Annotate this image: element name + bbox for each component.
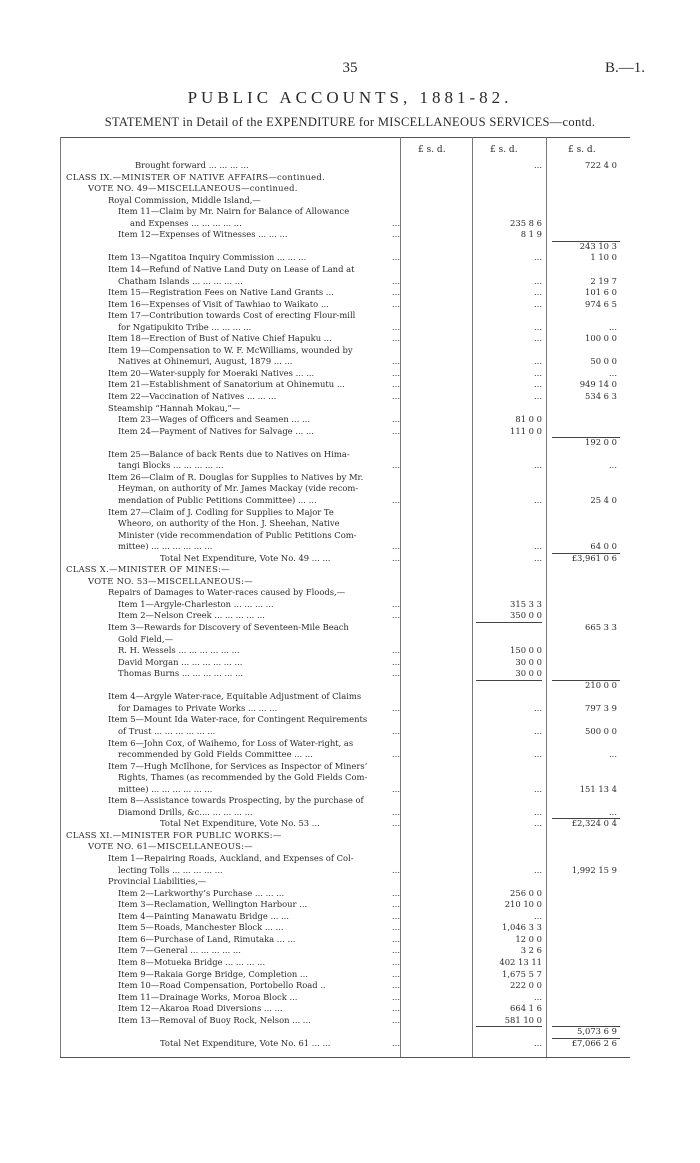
row-description: Minister (vide recommendation of Public Petitions Com- bbox=[118, 529, 357, 540]
table-row bbox=[0, 599, 700, 610]
row-description: David Morgan ... ... ... ... ... ... bbox=[118, 656, 243, 667]
amount-column-3: 50 0 0 bbox=[590, 356, 617, 367]
row-description: Item 11—Drainage Works, Moroa Block ... bbox=[118, 991, 298, 1002]
subtotal-rule bbox=[552, 437, 620, 438]
amount-column-1: ... bbox=[392, 494, 400, 505]
amount-column-1: ... bbox=[392, 541, 400, 552]
amount-column-3: 534 6 3 bbox=[585, 391, 617, 401]
subtotal-rule bbox=[476, 622, 542, 623]
row-description: mittee) ... ... ... ... ... ... bbox=[118, 783, 213, 794]
page-title: PUBLIC ACCOUNTS, 1881-82. bbox=[187, 88, 513, 107]
amount-column-3: 949 14 0 bbox=[579, 379, 617, 390]
amount-column-3: 210 0 0 bbox=[585, 679, 617, 690]
amount-column-1: ... bbox=[392, 702, 400, 713]
row-description: Provincial Liabilities,— bbox=[108, 876, 207, 887]
amount-column-2: ... bbox=[534, 333, 542, 344]
table-row bbox=[0, 668, 700, 679]
row-description: Item 26—Claim of R. Douglas for Supplies to Natives by Mr. bbox=[108, 471, 364, 482]
amount-column-1: ... bbox=[392, 287, 400, 298]
row-description: Steamship “Hannah Mokau,”— bbox=[108, 402, 241, 413]
row-description: Item 9—Rakaia Gorge Bridge, Completion ... bbox=[118, 968, 308, 979]
row-description: Total Net Expenditure, Vote No. 61 ... ... bbox=[160, 1037, 331, 1048]
amount-column-3: 665 3 3 bbox=[585, 622, 617, 632]
amount-column-3: 2 19 7 bbox=[590, 275, 617, 286]
row-description: VOTE NO. 61—MISCELLANEOUS:— bbox=[88, 841, 253, 852]
amount-column-1: ... bbox=[392, 725, 400, 736]
amount-column-1: ... bbox=[392, 887, 400, 898]
amount-column-2: ... bbox=[534, 275, 542, 286]
row-description: VOTE NO. 53—MISCELLANEOUS:— bbox=[88, 575, 253, 586]
table-row bbox=[0, 726, 700, 737]
table-row bbox=[0, 922, 700, 933]
row-description: Item 13—Ngatitoa Inquiry Commission ... ... ... bbox=[108, 252, 307, 263]
table-row bbox=[0, 807, 700, 818]
row-description: Item 17—Contribution towards Cost of erecting Flour-mill bbox=[108, 310, 356, 321]
table-row bbox=[0, 414, 700, 425]
row-description: Item 20—Water-supply for Moeraki Natives ... ... bbox=[108, 367, 315, 378]
table-row bbox=[0, 195, 700, 206]
table-row bbox=[0, 460, 700, 471]
table-row bbox=[0, 899, 700, 910]
row-description: Item 14—Refund of Native Land Duty on Lease of Land at bbox=[108, 263, 355, 274]
amount-column-1: ... bbox=[392, 806, 400, 817]
amount-column-2: 30 0 0 bbox=[515, 656, 542, 667]
table-row bbox=[0, 495, 700, 506]
row-description: Item 18—Erection of Bust of Native Chief Hapuku ... bbox=[108, 333, 332, 344]
subtotal-rule bbox=[552, 818, 620, 819]
amount-column-3: 101 6 0 bbox=[585, 287, 617, 298]
row-description: CLASS X.—MINISTER OF MINES:— bbox=[66, 564, 230, 575]
row-description: Item 11—Claim by Mr. Nairn for Balance of Allowance bbox=[118, 206, 350, 217]
row-description: Item 19—Compensation to W. F. McWilliams, wounded by bbox=[108, 344, 353, 355]
amount-column-2: 235 8 6 bbox=[510, 217, 542, 228]
table-row bbox=[0, 1026, 700, 1037]
row-description: CLASS XI.—MINISTER FOR PUBLIC WORKS:— bbox=[66, 829, 282, 840]
amount-column-3: £2,324 0 4 bbox=[571, 818, 617, 829]
table-row bbox=[0, 818, 700, 829]
row-description: VOTE NO. 49—MISCELLANEOUS—continued. bbox=[88, 183, 298, 194]
amount-column-2: 30 0 0 bbox=[515, 668, 542, 679]
table-row bbox=[0, 830, 700, 841]
table-row bbox=[0, 853, 700, 864]
subtotal-rule bbox=[552, 553, 620, 554]
amount-column-3: 192 0 0 bbox=[585, 437, 617, 448]
table-row bbox=[0, 403, 700, 414]
amount-column-3: 797 3 9 bbox=[585, 702, 617, 713]
table-row bbox=[0, 391, 700, 402]
row-description: Item 8—Assistance towards Prospecting, by the purchase of bbox=[108, 795, 364, 806]
row-description: Item 21—Establishment of Sanatorium at Ohinemutu ... bbox=[108, 379, 345, 390]
table-row bbox=[0, 657, 700, 668]
table-row bbox=[0, 472, 700, 483]
row-description: Wheoro, on authority of the Hon. J. Sheehan, Native bbox=[118, 518, 340, 529]
amount-column-2: 350 0 0 bbox=[510, 610, 542, 621]
table-row bbox=[0, 345, 700, 356]
amount-column-1: ... bbox=[392, 980, 400, 991]
table-row bbox=[0, 310, 700, 321]
amount-column-1: ... bbox=[392, 298, 400, 309]
row-description: Item 25—Balance of back Rents due to Natives on Hima- bbox=[108, 448, 350, 459]
amount-column-3: ... bbox=[609, 460, 617, 471]
amount-column-1: ... bbox=[392, 252, 400, 263]
amount-column-2: 315 3 3 bbox=[510, 598, 542, 609]
row-description: recommended by Gold Fields Committee ... ... bbox=[118, 749, 313, 760]
amount-column-3: 243 10 3 bbox=[579, 240, 617, 251]
row-description: Royal Commission, Middle Island,— bbox=[108, 194, 261, 205]
amount-column-1: ... bbox=[392, 749, 400, 760]
amount-column-2: 111 0 0 bbox=[510, 425, 542, 436]
amount-column-2: ... bbox=[534, 460, 542, 471]
table-row bbox=[0, 1038, 700, 1049]
amount-column-3: ... bbox=[609, 749, 617, 760]
table-row bbox=[0, 356, 700, 367]
amount-column-1: ... bbox=[392, 425, 400, 436]
amount-column-1: ... bbox=[392, 991, 400, 1002]
statement-subtitle: STATEMENT in Detail of the EXPENDITURE for MISCELLANEOUS SERVICES—contd. bbox=[104, 115, 596, 129]
subtotal-rule bbox=[476, 1026, 542, 1027]
amount-column-2: ... bbox=[534, 391, 542, 401]
amount-column-1: ... bbox=[392, 656, 400, 667]
amount-column-3: 500 0 0 bbox=[585, 725, 617, 736]
amount-column-2: ... bbox=[534, 818, 542, 829]
amount-column-3: 722 4 0 bbox=[585, 160, 617, 170]
subtotal-rule bbox=[552, 241, 620, 242]
amount-column-2: ... bbox=[534, 864, 542, 875]
amount-column-3: £3,961 0 6 bbox=[571, 552, 617, 563]
table-row bbox=[0, 784, 700, 795]
amount-column-1: ... bbox=[392, 899, 400, 910]
amount-column-3: 1 10 0 bbox=[590, 252, 617, 263]
table-row bbox=[0, 530, 700, 541]
table-row bbox=[0, 564, 700, 575]
table-row bbox=[0, 749, 700, 760]
amount-column-2: ... bbox=[534, 991, 542, 1002]
amount-column-1: ... bbox=[392, 956, 400, 967]
table-row bbox=[0, 738, 700, 749]
amount-column-2: ... bbox=[534, 298, 542, 309]
table-row bbox=[0, 876, 700, 887]
table-row bbox=[0, 449, 700, 460]
amount-column-2: ... bbox=[534, 367, 542, 378]
row-description: tangi Blocks ... ... ... ... ... bbox=[118, 460, 224, 471]
amount-column-3: £7,066 2 6 bbox=[571, 1037, 617, 1048]
table-row bbox=[0, 507, 700, 518]
row-description: Item 24—Payment of Natives for Salvage ... ... bbox=[118, 425, 314, 436]
amount-column-1: ... bbox=[392, 356, 400, 367]
row-description: Item 5—Roads, Manchester Block ... ... bbox=[118, 922, 284, 933]
amount-column-1: ... bbox=[392, 275, 400, 286]
table-row bbox=[0, 322, 700, 333]
table-row bbox=[0, 761, 700, 772]
amount-column-2: ... bbox=[534, 910, 542, 921]
row-description: of Trust ... ... ... ... ... ... bbox=[118, 725, 216, 736]
table-row bbox=[0, 553, 700, 564]
table-row bbox=[0, 183, 700, 194]
amount-column-2: ... bbox=[534, 321, 542, 332]
row-description: Item 3—Rewards for Discovery of Seventeen-Mile Beach bbox=[108, 622, 349, 632]
amount-column-2: ... bbox=[534, 494, 542, 505]
row-description: Item 23—Wages of Officers and Seamen ... ... bbox=[118, 414, 311, 425]
row-description: Diamond Drills, &c.... ... ... ... ... bbox=[118, 806, 253, 817]
amount-column-3: ... bbox=[609, 321, 617, 332]
subtotal-rule bbox=[552, 680, 620, 681]
amount-column-2: ... bbox=[534, 725, 542, 736]
table-row bbox=[0, 172, 700, 183]
document-code: B.—1. bbox=[604, 60, 645, 76]
amount-column-2: ... bbox=[534, 749, 542, 760]
amount-column-1: ... bbox=[392, 922, 400, 933]
table-row bbox=[0, 645, 700, 656]
amount-column-3: 1,992 15 9 bbox=[571, 864, 617, 875]
amount-column-1: ... bbox=[392, 552, 400, 563]
table-row bbox=[0, 911, 700, 922]
table-row bbox=[0, 437, 700, 448]
table-row bbox=[0, 252, 700, 263]
table-row bbox=[0, 218, 700, 229]
amount-column-2: 222 0 0 bbox=[510, 980, 542, 991]
row-description: Item 22—Vaccination of Natives ... ... ... bbox=[108, 391, 277, 401]
amount-column-2: ... bbox=[534, 356, 542, 367]
row-description: Repairs of Damages to Water-races caused by Floods,— bbox=[108, 587, 346, 598]
table-row bbox=[0, 379, 700, 390]
subtotal-rule bbox=[552, 1026, 620, 1027]
amount-column-2: ... bbox=[534, 252, 542, 263]
table-row bbox=[0, 264, 700, 275]
amount-column-2: ... bbox=[534, 541, 542, 552]
amount-column-1: ... bbox=[392, 968, 400, 979]
amount-column-2: 81 0 0 bbox=[515, 414, 542, 425]
amount-column-1: ... bbox=[392, 864, 400, 875]
amount-column-3: 974 6 5 bbox=[585, 298, 617, 309]
amount-column-2: 150 0 0 bbox=[510, 645, 542, 656]
table-row bbox=[0, 241, 700, 252]
row-description: Item 27—Claim of J. Codling for Supplies to Major Te bbox=[108, 506, 334, 517]
amount-column-2: 210 10 0 bbox=[504, 899, 542, 910]
table-row bbox=[0, 865, 700, 876]
table-row bbox=[0, 934, 700, 945]
amount-column-1: ... bbox=[392, 391, 400, 401]
table-row bbox=[0, 483, 700, 494]
table-row bbox=[0, 957, 700, 968]
amount-column-1: ... bbox=[392, 379, 400, 390]
row-description: Item 12—Akaroa Road Diversions ... ... bbox=[118, 1003, 283, 1014]
amount-column-2: 8 1 9 bbox=[520, 229, 542, 240]
row-description: mendation of Public Petitions Committee) ... ... bbox=[118, 494, 317, 505]
row-description: Rights, Thames (as recommended by the Gold Fields Com- bbox=[118, 772, 368, 783]
row-description: lecting Tolls ... ... ... ... ... bbox=[118, 864, 223, 875]
amount-column-2: ... bbox=[534, 806, 542, 817]
amount-column-2: 402 13 11 bbox=[499, 956, 542, 967]
row-description: Natives at Ohinemuri, August, 1879 ... ... bbox=[118, 356, 293, 367]
amount-column-2: ... bbox=[534, 287, 542, 298]
row-description: mittee) ... ... ... ... ... ... bbox=[118, 541, 213, 552]
table-row bbox=[0, 888, 700, 899]
row-description: Item 1—Argyle-Charleston ... ... ... ... bbox=[118, 598, 274, 609]
table-row bbox=[0, 772, 700, 783]
amount-column-1: ... bbox=[392, 1014, 400, 1025]
amount-column-2: ... bbox=[534, 1037, 542, 1048]
amount-column-1: ... bbox=[392, 933, 400, 944]
amount-column-3: 151 13 4 bbox=[579, 783, 617, 794]
row-description: Item 13—Removal of Buoy Rock, Nelson ... ... bbox=[118, 1014, 311, 1025]
amount-column-2: 1,046 3 3 bbox=[502, 922, 542, 933]
amount-column-1: ... bbox=[392, 598, 400, 609]
amount-column-1: ... bbox=[392, 414, 400, 425]
amount-column-2: 12 0 0 bbox=[515, 933, 542, 944]
subtotal-rule bbox=[552, 1038, 620, 1039]
amount-column-3: 5,073 6 9 bbox=[577, 1026, 617, 1037]
row-description: Item 2—Larkworthy’s Purchase ... ... ... bbox=[118, 887, 285, 898]
table-row bbox=[0, 945, 700, 956]
amount-column-3: ... bbox=[609, 806, 617, 817]
row-description: Item 16—Expenses of Visit of Tawhiao to Waikato ... bbox=[108, 298, 329, 309]
table-row bbox=[0, 333, 700, 344]
table-row bbox=[0, 714, 700, 725]
amount-column-1: ... bbox=[392, 229, 400, 240]
amount-column-2: ... bbox=[534, 379, 542, 390]
column-header-2: £ s. d. bbox=[490, 145, 518, 155]
amount-column-1: ... bbox=[392, 945, 400, 956]
amount-column-1: ... bbox=[392, 1037, 400, 1048]
amount-column-1: ... bbox=[392, 460, 400, 471]
table-row bbox=[0, 992, 700, 1003]
row-description: Brought forward ... ... ... ... bbox=[135, 160, 249, 170]
row-description: Thomas Burns ... ... ... ... ... ... bbox=[118, 668, 244, 679]
row-description: and Expenses ... ... ... ... ... bbox=[130, 217, 242, 228]
amount-column-3: ... bbox=[609, 367, 617, 378]
table-row bbox=[0, 703, 700, 714]
table-row bbox=[0, 587, 700, 598]
table-row bbox=[0, 691, 700, 702]
table-row bbox=[0, 276, 700, 287]
row-description: Total Net Expenditure, Vote No. 49 ... ... bbox=[160, 552, 331, 563]
row-description: Item 2—Nelson Creek ... ... ... ... ... bbox=[118, 610, 265, 621]
amount-column-2: ... bbox=[534, 702, 542, 713]
amount-column-1: ... bbox=[392, 668, 400, 679]
table-row bbox=[0, 980, 700, 991]
page-number: 35 bbox=[342, 60, 358, 76]
amount-column-2: 256 0 0 bbox=[510, 887, 542, 898]
row-description: Item 4—Argyle Water-race, Equitable Adjustment of Claims bbox=[108, 691, 362, 702]
row-description: Item 10—Road Compensation, Portobello Road .. bbox=[118, 980, 326, 991]
table-row bbox=[0, 969, 700, 980]
amount-column-1: ... bbox=[392, 217, 400, 228]
amount-column-1: ... bbox=[392, 367, 400, 378]
amount-column-3: 100 0 0 bbox=[585, 333, 617, 344]
row-description: Gold Field,— bbox=[118, 633, 173, 644]
table-row bbox=[0, 368, 700, 379]
table-row bbox=[0, 610, 700, 621]
table-row bbox=[0, 299, 700, 310]
table-row bbox=[0, 229, 700, 240]
table-row bbox=[0, 1015, 700, 1026]
row-description: Heyman, on authority of Mr. James Mackay (vide recom- bbox=[118, 483, 359, 494]
row-description: Item 12—Expenses of Witnesses ... ... ... bbox=[118, 229, 288, 240]
table-row bbox=[0, 795, 700, 806]
table-row bbox=[0, 541, 700, 552]
subtotal-rule bbox=[476, 680, 542, 681]
amount-column-1: ... bbox=[392, 333, 400, 344]
table-row bbox=[0, 576, 700, 587]
table-row bbox=[0, 426, 700, 437]
table-row bbox=[0, 1003, 700, 1014]
row-description: CLASS IX.—MINISTER OF NATIVE AFFAIRS—continued. bbox=[66, 171, 325, 182]
table-row bbox=[0, 634, 700, 645]
row-description: Item 5—Mount Ida Water-race, for Contingent Requirements bbox=[108, 714, 368, 725]
amount-column-1: ... bbox=[392, 645, 400, 656]
row-description: Item 1—Repairing Roads, Auckland, and Expenses of Col- bbox=[108, 853, 354, 863]
column-header-1: £ s. d. bbox=[418, 145, 446, 155]
amount-column-2: 3 2 6 bbox=[520, 945, 542, 956]
table-row bbox=[0, 518, 700, 529]
row-description: Item 8—Motueka Bridge ... ... ... ... bbox=[118, 956, 266, 967]
amount-column-1: ... bbox=[392, 783, 400, 794]
amount-column-1: ... bbox=[392, 1003, 400, 1014]
table-row bbox=[0, 206, 700, 217]
amount-column-2: ... bbox=[534, 160, 542, 170]
table-row bbox=[0, 841, 700, 852]
row-description: Item 4—Painting Manawatu Bridge ... ... bbox=[118, 910, 290, 921]
amount-column-1: ... bbox=[392, 610, 400, 621]
amount-column-2: 664 1 6 bbox=[510, 1003, 542, 1014]
amount-column-2: ... bbox=[534, 552, 542, 563]
row-description: Chatham Islands ... ... ... ... ... bbox=[118, 275, 243, 286]
row-description: for Ngatipukito Tribe ... ... ... ... bbox=[118, 321, 252, 332]
row-description: R. H. Wessels ... ... ... ... ... ... bbox=[118, 645, 240, 656]
table-row bbox=[0, 680, 700, 691]
amount-column-3: 64 0 0 bbox=[590, 541, 617, 552]
amount-column-2: ... bbox=[534, 783, 542, 794]
amount-column-1: ... bbox=[392, 910, 400, 921]
row-description: Item 3—Reclamation, Wellington Harbour ... bbox=[118, 899, 308, 910]
table-row bbox=[0, 160, 700, 171]
column-header-3: £ s. d. bbox=[568, 145, 596, 155]
amount-column-1: ... bbox=[392, 818, 400, 829]
table-row bbox=[0, 622, 700, 633]
row-description: Item 6—John Cox, of Waihemo, for Loss of Water-right, as bbox=[108, 737, 354, 748]
amount-column-2: 581 10 0 bbox=[504, 1014, 542, 1025]
row-description: Item 15—Registration Fees on Native Land Grants ... bbox=[108, 287, 334, 298]
amount-column-2: 1,675 5 7 bbox=[502, 968, 542, 979]
row-description: Item 7—General ... ... ... ... ... bbox=[118, 945, 241, 956]
row-description: Total Net Expenditure, Vote No. 53 ... bbox=[160, 818, 320, 829]
table-row bbox=[0, 287, 700, 298]
row-description: Item 6—Purchase of Land, Rimutaka ... ... bbox=[118, 933, 296, 944]
amount-column-3: 25 4 0 bbox=[590, 494, 617, 505]
row-description: Item 7—Hugh McIlhone, for Services as Inspector of Miners’ bbox=[108, 760, 368, 771]
row-description: for Damages to Private Works ... ... ... bbox=[118, 702, 278, 713]
amount-column-1: ... bbox=[392, 321, 400, 332]
